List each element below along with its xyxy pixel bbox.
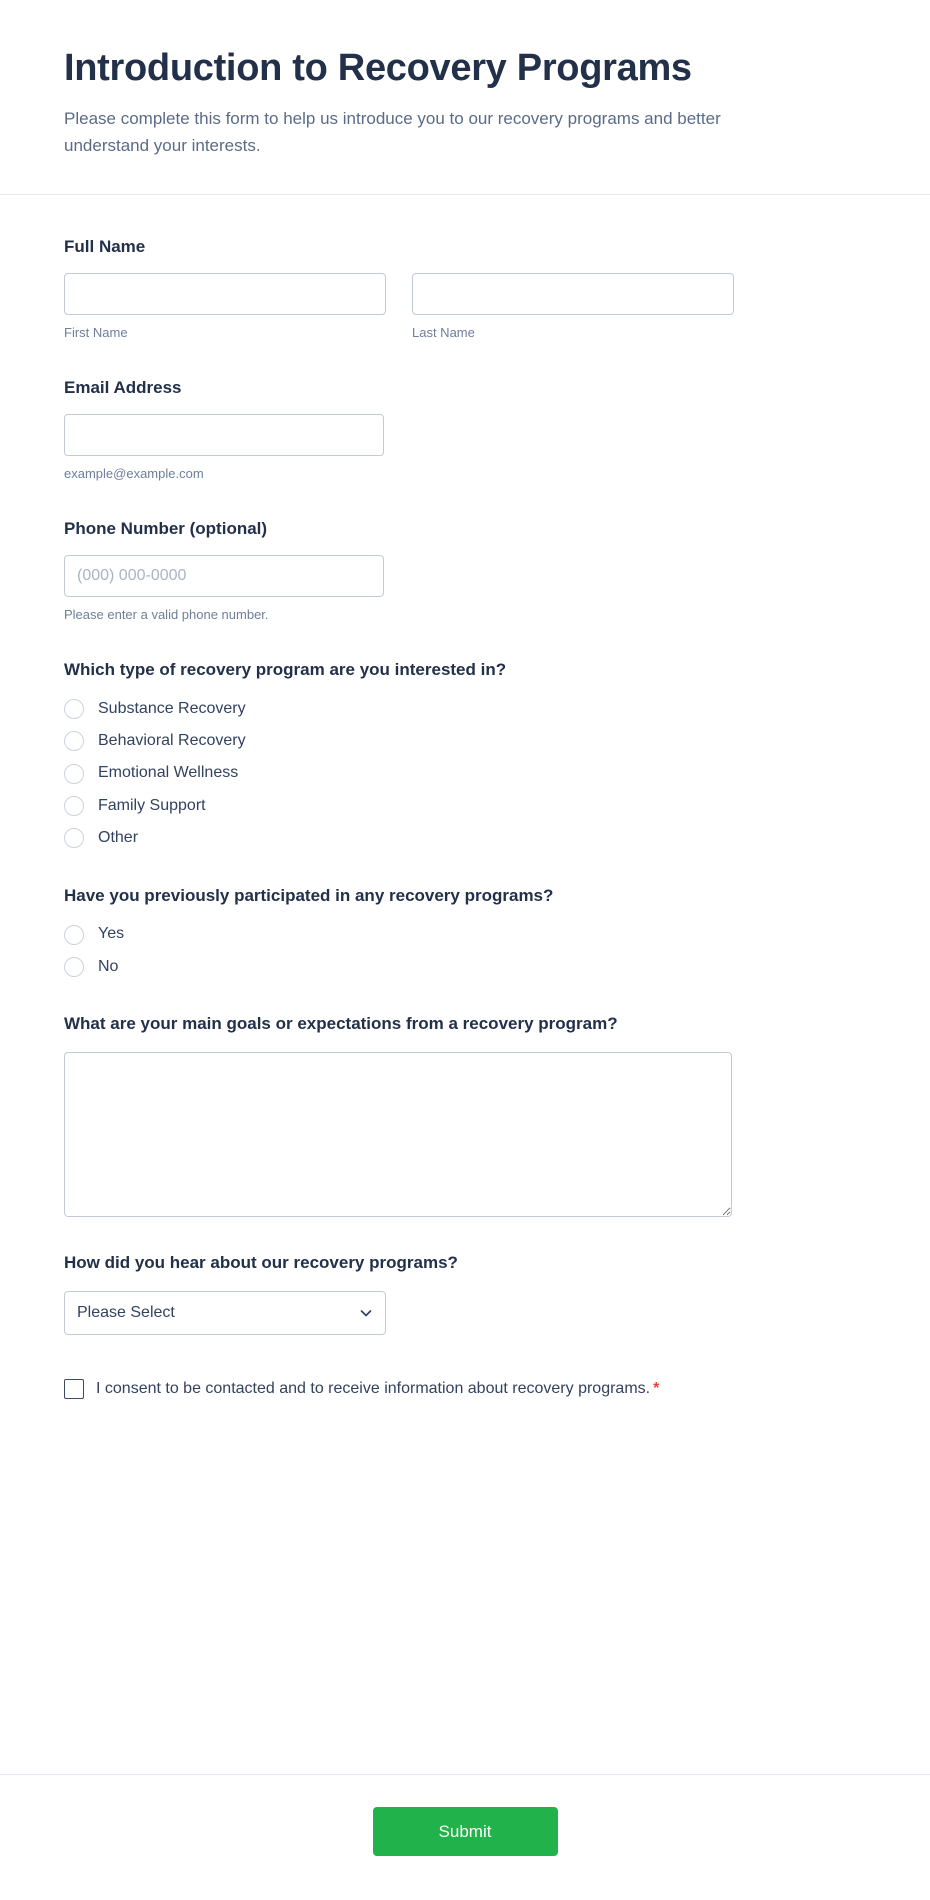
phone-sub-label: Please enter a valid phone number. — [64, 606, 269, 622]
radio-label: Emotional Wellness — [98, 764, 239, 782]
form-footer — [0, 1774, 930, 1900]
radio-circle-icon — [64, 699, 84, 719]
last-name-input[interactable] — [412, 273, 734, 315]
field-phone — [64, 517, 866, 624]
last-name-sub-label: Last Name — [412, 324, 475, 340]
radio-label: Family Support — [98, 796, 206, 814]
radio-label: No — [98, 957, 119, 975]
program-type-radio-group — [64, 698, 866, 850]
last-name-col — [412, 273, 734, 342]
consent-row[interactable] — [64, 1377, 866, 1400]
field-referral-source — [64, 1251, 866, 1335]
phone-label: Phone Number (optional) — [64, 518, 268, 538]
first-name-col — [64, 273, 386, 342]
full-name-inputs — [64, 273, 866, 342]
radio-circle-icon — [64, 828, 84, 848]
field-goals — [64, 1012, 866, 1217]
referral-source-select[interactable] — [64, 1291, 386, 1335]
field-email — [64, 376, 866, 483]
required-asterisk: * — [653, 1379, 660, 1397]
field-previous-participation — [64, 884, 866, 979]
radio-circle-icon — [64, 731, 84, 751]
radio-option-no[interactable] — [64, 956, 866, 978]
referral-source-question: How did you hear about our recovery programs? — [64, 1252, 458, 1272]
program-type-question: Which type of recovery program are you interested in? — [64, 659, 507, 679]
radio-circle-icon — [64, 957, 84, 977]
submit-button[interactable]: Submit — [373, 1807, 558, 1856]
form-body — [0, 195, 930, 1774]
first-name-sub-label: First Name — [64, 324, 128, 340]
form-header — [0, 0, 930, 195]
phone-input[interactable] — [64, 555, 384, 597]
radio-option-yes[interactable] — [64, 923, 866, 945]
radio-circle-icon — [64, 925, 84, 945]
radio-label: Behavioral Recovery — [98, 732, 246, 750]
page-subtitle: Please complete this form to help us introduce you to our recovery programs and better understand your interests. — [64, 108, 721, 156]
radio-option-other[interactable] — [64, 827, 866, 849]
page-title: Introduction to Recovery Programs — [64, 47, 692, 89]
radio-option-emotional-wellness[interactable] — [64, 762, 866, 784]
radio-option-behavioral-recovery[interactable] — [64, 730, 866, 752]
field-program-type — [64, 658, 866, 850]
radio-label: Yes — [98, 925, 125, 943]
radio-circle-icon — [64, 764, 84, 784]
full-name-label: Full Name — [64, 236, 146, 256]
radio-label: Other — [98, 829, 139, 847]
email-label: Email Address — [64, 377, 182, 397]
field-full-name — [64, 235, 866, 342]
consent-label — [96, 1377, 659, 1400]
radio-circle-icon — [64, 796, 84, 816]
radio-option-family-support[interactable] — [64, 795, 866, 817]
goals-question: What are your main goals or expectations from a recovery program? — [64, 1014, 618, 1034]
email-sub-label: example@example.com — [64, 465, 204, 481]
previous-participation-question: Have you previously participated in any recovery programs? — [64, 885, 554, 905]
radio-label: Substance Recovery — [98, 699, 246, 717]
email-input[interactable] — [64, 414, 384, 456]
referral-select-wrapper — [64, 1291, 386, 1335]
first-name-input[interactable] — [64, 273, 386, 315]
goals-textarea[interactable] — [64, 1052, 732, 1217]
consent-text-value: I consent to be contacted and to receive information about recovery programs. — [96, 1379, 651, 1397]
consent-checkbox[interactable] — [64, 1379, 84, 1399]
field-consent — [64, 1377, 866, 1400]
previous-participation-radio-group — [64, 923, 866, 978]
radio-option-substance-recovery[interactable] — [64, 698, 866, 720]
